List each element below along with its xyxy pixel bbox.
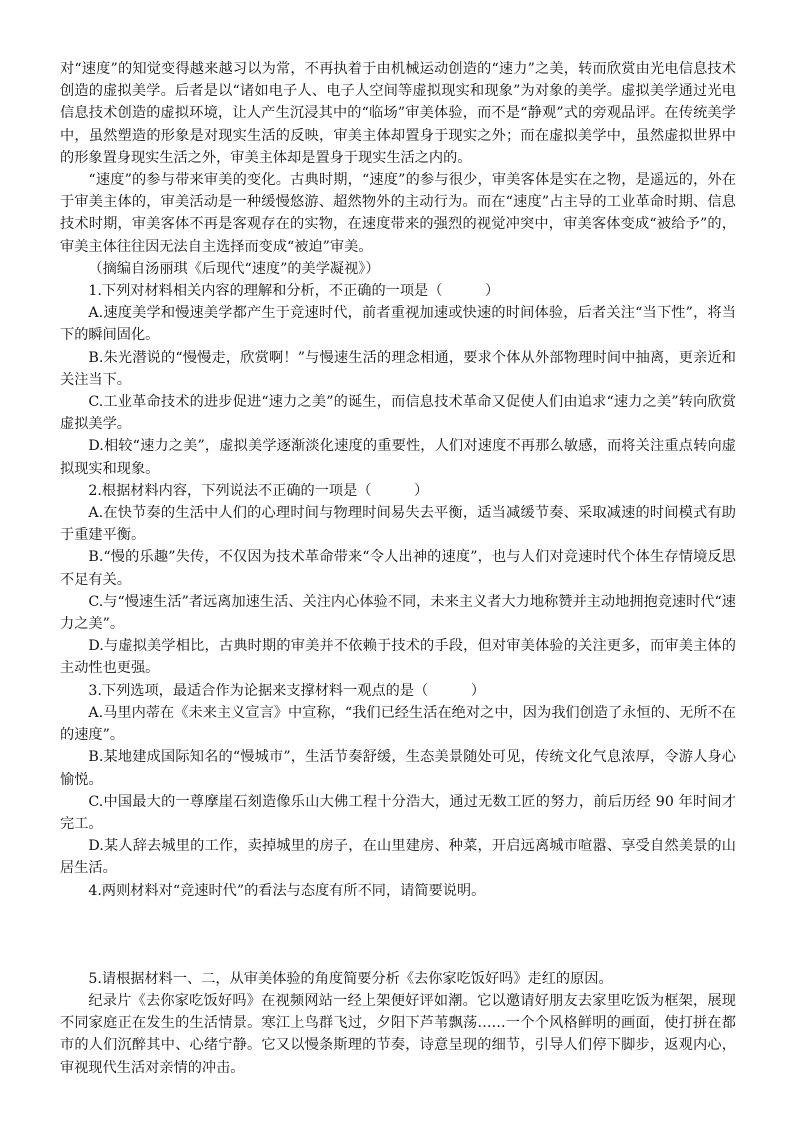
- question-option: A.速度美学和慢速美学都产生于竞速时代，前者重视加速或快速的时间体验，后者关注“当下性”，将当下的瞬间固化。: [60, 305, 736, 344]
- question-option: C.工业革命技术的进步促进“速力之美”的诞生，而信息技术革命又促使人们由追求“速力之美”转向欣赏虚拟美学。: [60, 394, 736, 433]
- question-stem: 1.下列对材料相关内容的理解和分析，不正确的一项是（ ）: [88, 283, 500, 300]
- document-page: [60, 58, 736, 1079]
- passage-source: （摘编自汤丽琪《后现代“速度”的美学凝视》）: [88, 260, 380, 277]
- question-option: D.某人辞去城里的工作，卖掉城里的房子，在山里建房、种菜，开启远离城市喧嚣、享受自然美景的山居生活。: [60, 838, 736, 877]
- question-stem: 5.请根据材料一、二，从审美体验的角度简要分析《去你家吃饭好吗》走红的原因。: [88, 970, 613, 987]
- question-stem: 2.根据材料内容，下列说法不正确的一项是（ ）: [88, 482, 429, 499]
- question-option: D.与虚拟美学相比，古典时期的审美并不依赖于技术的手段，但对审美体验的关注更多，而审美主体的主动性也更强。: [60, 638, 736, 677]
- tail-paragraph: 纪录片《去你家吃饭好吗》在视频网站一经上架便好评如潮。它以邀请好朋友去家里吃饭为框架，展现不同家庭正在发生的生活情景。寒江上鸟群飞过，夕阳下芦苇飘荡……一个个风格鲜明的画面，使打拼在都市的人们沉醉其中、心绪宁静。它又以慢条斯理的节奏，诗意呈现的细节，引导人们停下脚步，返观内心，审视现代生活对亲情的冲击。: [60, 992, 736, 1076]
- question-option: C.中国最大的一尊摩崖石刻造像乐山大佛工程十分浩大，通过无数工匠的努力，前后历经 90 年时间才完工。: [60, 793, 736, 832]
- question-option: B.“慢的乐趣”失传，不仅因为技术革命带来“令人出神的速度”，也与人们对竞速时代个体生存情境反思不足有关。: [60, 549, 736, 588]
- question-option: B.某地建成国际知名的“慢城市”，生活节奏舒缓，生态美景随处可见，传统文化气息浓厚，令游人身心愉悦。: [60, 749, 736, 788]
- question-option: A.在快节奏的生活中人们的心理时间与物理时间易失去平衡，适当减缓节奏、采取减速的时间模式有助于重建平衡。: [60, 505, 736, 544]
- question-option: D.相较“速力之美”，虚拟美学逐渐淡化速度的重要性，人们对速度不再那么敏感，而将关注重点转向虚拟现实和现象。: [60, 438, 736, 477]
- question-option: B.朱光潜说的“慢慢走，欣赏啊！”与慢速生活的理念相通，要求个体从外部物理时间中抽离，更亲近和关注当下。: [60, 349, 736, 388]
- answer-space: [60, 902, 736, 968]
- question-option: C.与“慢速生活”者远离加速生活、关注内心体验不同，未来主义者大力地称赞并主动地拥抱竞速时代“速力之美”。: [60, 593, 736, 633]
- passage-paragraph: 对“速度”的知觉变得越来越习以为常，不再执着于由机械运动创造的“速力”之美，转而欣赏由光电信息技术创造的虚拟美学。后者是以“诸如电子人、电子人空间等虚拟现实和现象”为对象的美学。虚拟美学通过光电信息技术创造的虚拟环境，让人产生沉浸其中的“临场”审美体验，而不是“静观”式的旁观品评。在传统美学中，虽然塑造的形象是对现实生活的反映，审美主体却置身于现实之外；而在虚拟美学中，虽然虚拟世界中的形象置身现实生活之外，审美主体却是置身于现实生活之内的。: [60, 61, 736, 166]
- question-stem: 3.下列选项，最适合作为论据来支撑材料一观点的是（ ）: [88, 682, 486, 699]
- passage-paragraph: “速度”的参与带来审美的变化。古典时期，“速度”的参与很少，审美客体是实在之物，是遥远的，外在于审美主体的，审美活动是一种缓慢悠游、超然物外的主动行为。而在“速度”占主导的工业革命时期、信息技术时期，审美客体不再是客观存在的实物，在速度带来的强烈的视觉冲突中，审美客体变成“被给予”的，审美主体往往因无法自主选择而变成“被迫”审美。: [60, 172, 736, 255]
- question-stem: 4.两则材料对“竞速时代”的看法与态度有所不同，请简要说明。: [88, 882, 486, 899]
- question-option: A.马里内蒂在《未来主义宣言》中宣称，“我们已经生活在绝对之中，因为我们创造了永恒的、无所不在的速度”。: [60, 704, 736, 744]
